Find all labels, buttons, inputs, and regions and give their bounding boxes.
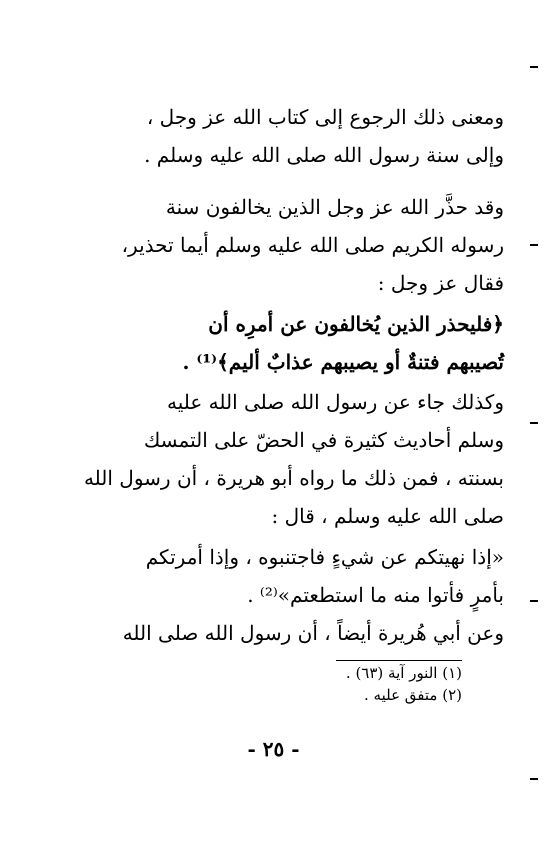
text-line: رسوله الكريم صلى الله عليه وسلم أيما تحذير، <box>121 233 504 257</box>
text-line: وقد حذَّر الله عز وجل الذين يخالفون سنة <box>165 195 504 219</box>
text-line: فقال عز وجل : <box>377 271 504 295</box>
hadith-line: «إذا نهيتكم عن شيءٍ فاجتنبوه ، وإذا أمرتكم <box>145 545 504 569</box>
paragraph-hadith-intro <box>78 383 504 535</box>
margin-mark <box>530 244 538 246</box>
margin-mark <box>530 422 538 424</box>
text-line: وكذلك جاء عن رسول الله صلى الله عليه <box>166 390 504 414</box>
paragraph-continuation <box>78 614 504 652</box>
page-number: - ٢٥ - <box>247 737 300 761</box>
quran-verse <box>78 305 504 381</box>
text-line: وسلم أحاديث كثيرة في الحضّ على التمسك <box>143 428 504 452</box>
text-line: وعن أبي هُريرة أيضاً ، أن رسول الله صلى الله <box>122 621 504 645</box>
text-line: ومعنى ذلك الرجوع إلى كتاب الله عز وجل ، <box>146 105 504 129</box>
verse-line: تُصيبهم فتنةٌ أو يصيبهم عذابٌ أليم﴾⁽¹⁾ . <box>182 350 504 374</box>
footnotes <box>160 662 462 706</box>
hadith-line: بأمرٍ فأتوا منه ما استطعتم»⁽²⁾ . <box>247 583 504 607</box>
text-line: بسنته ، فمن ذلك ما رواه أبو هريرة ، أن رسول الله <box>83 466 504 490</box>
paragraph-meaning <box>78 98 504 174</box>
footnote-divider <box>336 660 462 661</box>
margin-mark <box>530 600 538 602</box>
footnote-2: (٢) متفق عليه . <box>364 686 462 704</box>
margin-mark <box>530 66 538 68</box>
text-line: وإلى سنة رسول الله صلى الله عليه وسلم . <box>144 143 504 167</box>
footnote-1: (١) النور آية (٦٣) . <box>345 664 462 682</box>
verse-line: ﴿فليحذر الذين يُخالفون عن أمرِه أن <box>208 312 504 336</box>
margin-mark <box>530 778 538 780</box>
hadith-quote <box>78 538 504 614</box>
paragraph-warning <box>78 188 504 302</box>
text-line: صلى الله عليه وسلم ، قال : <box>271 504 504 528</box>
